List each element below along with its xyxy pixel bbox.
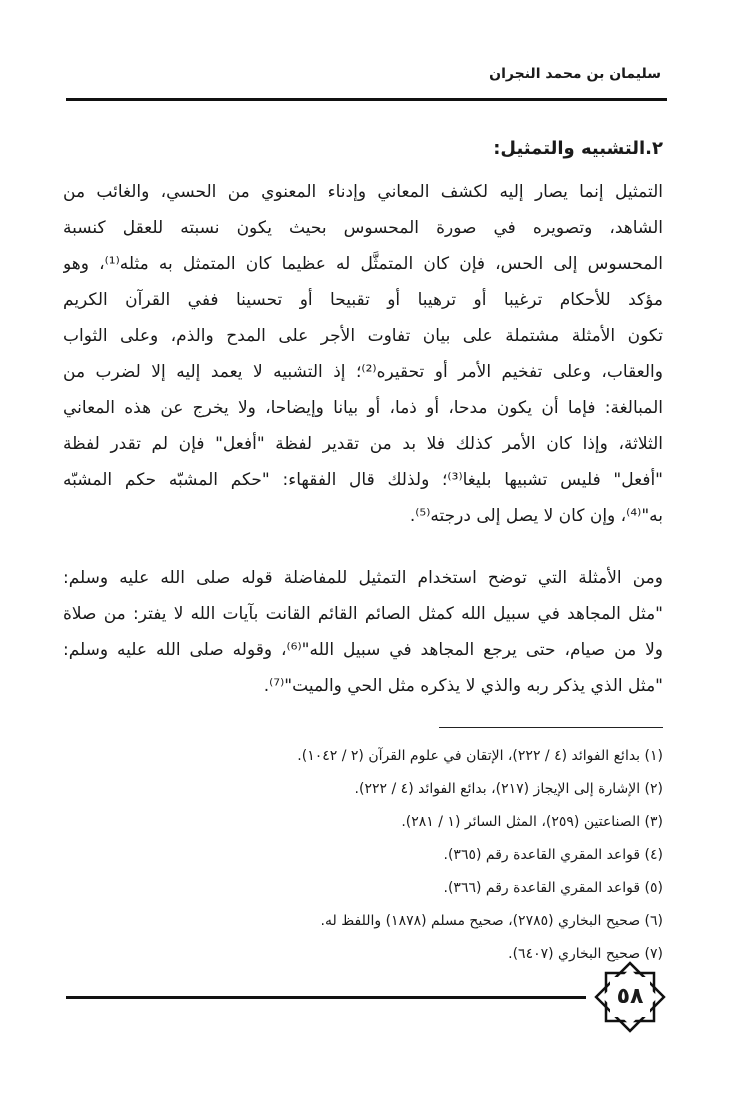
footnote: (٥) قواعد المقري القاعدة رقم (٣٦٦).	[443, 880, 663, 896]
text-line: به"⁽⁴⁾، وإن كان لا يصل إلى درجته⁽⁵⁾.	[409, 506, 663, 526]
text-line: تكون الأمثلة مشتملة على بيان تفاوت الأجر على المدح والذم، وعلى الثواب	[63, 326, 663, 346]
text-line: التمثيل إنما يصار إليه لكشف المعاني وإدناء المعنوي من الحسي، والغائب من	[63, 182, 663, 202]
text-line: "مثل الذي يذكر ربه والذي لا يذكره مثل الحي والميت"⁽⁷⁾.	[263, 676, 663, 696]
footnote: (٤) قواعد المقري القاعدة رقم (٣٦٥).	[443, 847, 663, 863]
paragraph-2	[63, 560, 663, 704]
footnote: (٦) صحيح البخاري (٢٧٨٥)، صحيح مسلم (١٨٧٨) واللفظ له.	[320, 913, 663, 929]
text-line: ومن الأمثلة التي توضح استخدام التمثيل للمفاضلة قوله صلى الله عليه وسلم:	[63, 568, 663, 588]
text-line: المحسوس إلى الحس، فإن كان المتمثَّل له عظيما كان المتمثل به مثله⁽¹⁾، وهو	[63, 254, 663, 274]
text-line: الشاهد، وتصويره في صورة المحسوس بحيث يكون نسبته للعقل كنسبة	[63, 218, 663, 238]
paragraph-1	[63, 174, 663, 534]
text-line: ولا من صيام، حتى يرجع المجاهد في سبيل الله"⁽⁶⁾، وقوله صلى الله عليه وسلم:	[63, 640, 663, 660]
text-line: "مثل المجاهد في سبيل الله كمثل الصائم القائم القانت بآيات الله لا يفتر: من صلاة	[63, 604, 663, 624]
text-line: "أفعل" فليس تشبيها بليغا⁽³⁾؛ ولذلك قال الفقهاء: "حكم المشبّه حكم المشبّه	[63, 470, 663, 490]
text-line: الثلاثة، وإذا كان الأمر كذلك فلا بد من تقدير لفظة "أفعل" فإن لم تقدر لفظة	[63, 434, 663, 454]
footer-rule	[66, 996, 586, 999]
footnote: (٧) صحيح البخاري (٦٤٠٧).	[508, 946, 663, 962]
page-number: ٥٨	[616, 984, 644, 1009]
footnote: (١) بدائع الفوائد (٤ / ٢٢٢)، الإتقان في علوم القرآن (٢ / ١٠٤٢).	[297, 748, 663, 764]
footnotes	[63, 740, 663, 971]
header-rule	[66, 98, 667, 101]
footnote: (٣) الصناعتين (٢٥٩)، المثل السائر (١ / ٢٨١).	[401, 814, 663, 830]
text-line: المبالغة: فإما أن يكون مدحا، أو ذما، أو بيانا وإيضاحا، ولا يخرج عن هذه المعاني	[63, 398, 663, 418]
text-line: مؤكد للأحكام ترغيبا أو ترهيبا أو تقبيحا أو تحسينا ففي القرآن الكريم	[63, 290, 663, 310]
section-title: ٢.التشبيه والتمثيل:	[493, 138, 663, 159]
text-line: والعقاب، وعلى تفخيم الأمر أو تحقيره⁽²⁾؛ إذ التشبيه لا يعمد إليه إلا لضرب من	[63, 362, 663, 382]
footnote-rule	[439, 727, 663, 728]
footnote: (٢) الإشارة إلى الإيجاز (٢١٧)، بدائع الفوائد (٤ / ٢٢٢).	[354, 781, 663, 797]
running-head: سليمان بن محمد النجران	[489, 66, 661, 82]
